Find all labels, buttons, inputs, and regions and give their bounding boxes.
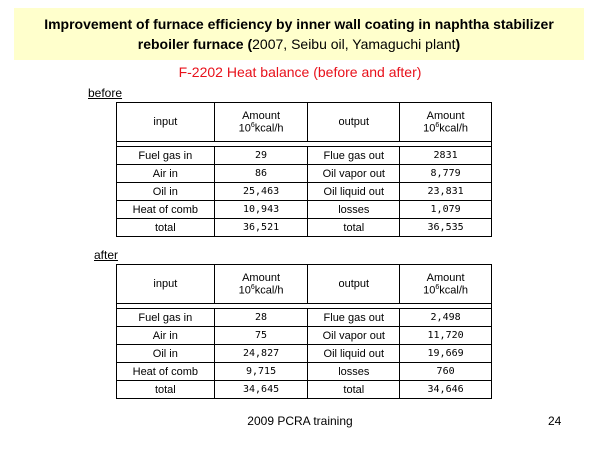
output-amount-cell: 2831 [400,147,492,165]
output-amount-cell: 23,831 [400,183,492,201]
after-table [116,264,492,399]
output-cell: total [308,381,400,399]
input-header: input [117,265,215,304]
output-cell: Flue gas out [308,309,400,327]
output-amount-cell: 11,720 [400,327,492,345]
input-amount-cell: 10,943 [214,201,308,219]
output-cell: Oil liquid out [308,183,400,201]
output-header: output [308,103,400,142]
input-amount-cell: 9,715 [214,363,308,381]
input-cell: total [117,219,215,237]
amount-header: Amount $10^6kcal/h$ [214,265,308,304]
input-cell: Fuel gas in [117,147,215,165]
table-row [117,165,492,183]
amount-header: Amount $10^6kcal/h$ [400,265,492,304]
output-amount-cell: 760 [400,363,492,381]
title-line-2-end: ) [455,36,461,52]
output-cell: Oil vapor out [308,165,400,183]
output-cell: losses [308,363,400,381]
input-cell: Heat of comb [117,201,215,219]
input-cell: total [117,381,215,399]
output-amount-cell: 34,646 [400,381,492,399]
input-header: input [117,103,215,142]
input-cell: Oil in [117,183,215,201]
output-amount-cell: 2,498 [400,309,492,327]
output-amount-cell: 1,079 [400,201,492,219]
output-amount-cell: 8,779 [400,165,492,183]
table-row [117,183,492,201]
input-cell: Oil in [117,345,215,363]
input-amount-cell: 36,521 [214,219,308,237]
output-cell: Oil liquid out [308,345,400,363]
slide-subtitle: F-2202 Heat balance (before and after) [178,64,422,80]
after-label: after [94,248,119,262]
input-cell: Fuel gas in [117,309,215,327]
input-amount-cell: 34,645 [214,381,308,399]
page-number: 24 [548,414,562,428]
before-header-row [117,103,492,142]
output-cell: losses [308,201,400,219]
input-cell: Air in [117,165,215,183]
amount-header: Amount $10^6kcal/h$ [400,103,492,142]
table-row [117,219,492,237]
input-amount-cell: 86 [214,165,308,183]
output-cell: Oil vapor out [308,327,400,345]
output-cell: total [308,219,400,237]
input-cell: Heat of comb [117,363,215,381]
title-line-1: Improvement of furnace efficiency by inner wall coating in naphtha stabilizer [44,16,554,32]
table-row [117,327,492,345]
after-header-row [117,265,492,304]
table-row [117,381,492,399]
input-amount-cell: 28 [214,309,308,327]
output-cell: Flue gas out [308,147,400,165]
slide-title [14,8,584,60]
output-amount-cell: 36,535 [400,219,492,237]
before-label: before [88,86,123,100]
title-line-2 [14,34,584,54]
table-row [117,345,492,363]
input-amount-cell: 75 [214,327,308,345]
footer-text: 2009 PCRA training [247,414,353,428]
before-table [116,102,492,237]
input-amount-cell: 24,827 [214,345,308,363]
output-amount-cell: 19,669 [400,345,492,363]
table-row [117,309,492,327]
table-row [117,363,492,381]
amount-header: Amount $10^6kcal/h$ [214,103,308,142]
input-amount-cell: 25,463 [214,183,308,201]
output-header: output [308,265,400,304]
title-line-2-bold: reboiler furnace ( [137,36,253,52]
table-row [117,147,492,165]
title-line-2-plant: 2007, Seibu oil, Yamaguchi plant [252,36,456,52]
input-amount-cell: 29 [214,147,308,165]
input-cell: Air in [117,327,215,345]
table-row [117,201,492,219]
